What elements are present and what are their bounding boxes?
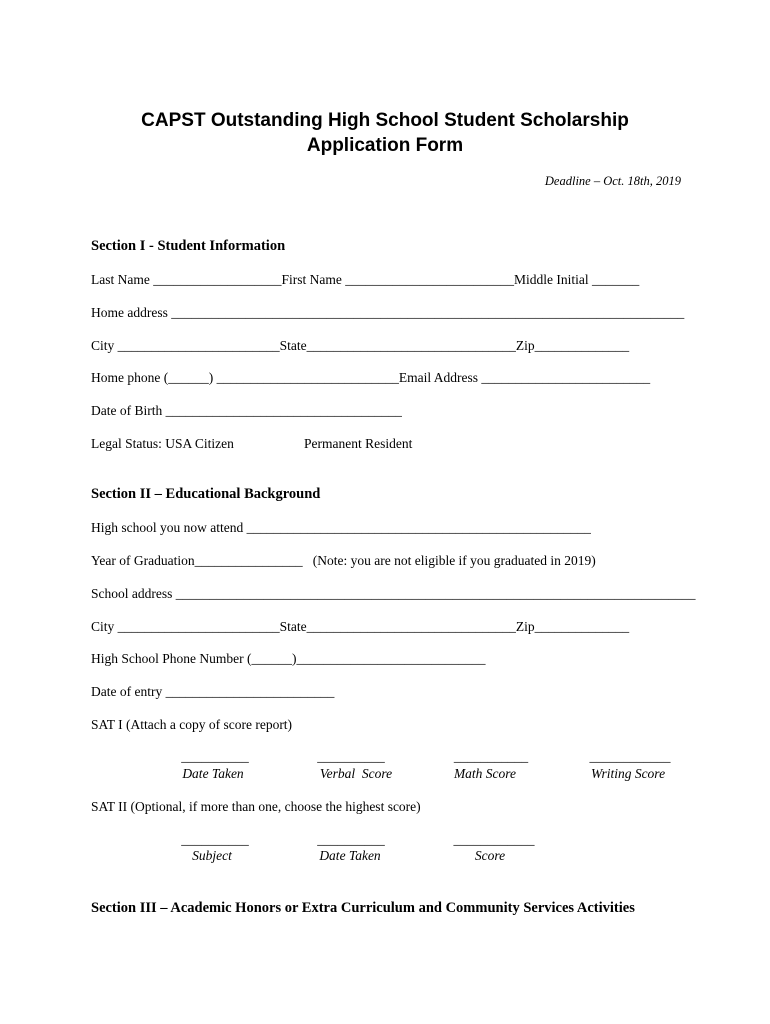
school-city-state-zip-field[interactable]: City ________________________State_______________________________Zip______________ [91,619,630,634]
sat2-label: SAT II (Optional, if more than one, choose the highest score) [91,799,421,814]
home-address-field[interactable]: Home address ____________________________________________________________________________ [91,305,685,320]
sat1-math-score-label: Math Score [453,766,517,781]
legal-status-usa-citizen[interactable]: Legal Status: USA Citizen [91,436,234,451]
sat2-score-blank[interactable]: ____________ [453,832,535,847]
sat1-date-taken-label: Date Taken [182,766,244,781]
section-3-heading: Section III – Academic Honors or Extra Curriculum and Community Services Activities [91,900,635,916]
sat2-subject-blank[interactable]: __________ [181,832,249,847]
school-address-field[interactable]: School address _____________________________________________________________________________ [91,586,696,601]
graduation-year-field[interactable]: Year of Graduation________________ (Note: you are not eligible if you graduated in 2019) [91,553,596,568]
sat1-math-blank[interactable]: ___________ [453,749,529,764]
name-field-line[interactable]: Last Name ___________________First Name _________________________Middle Initial _______ [91,272,640,287]
form-title-line1: CAPST Outstanding High School Student Scholarship [141,110,629,131]
sat1-verbal-blank[interactable]: __________ [317,749,385,764]
sat2-date-blank[interactable]: __________ [317,832,385,847]
high-school-field[interactable]: High school you now attend ___________________________________________________ [91,520,591,535]
sat2-subject-label: Subject [192,848,232,863]
sat1-label: SAT I (Attach a copy of score report) [91,717,293,732]
sat1-writing-score-label: Writing Score [590,766,666,781]
sat1-writing-blank[interactable]: ____________ [589,749,671,764]
school-phone-field[interactable]: High School Phone Number (______)____________________________ [91,651,486,666]
date-of-entry-field[interactable]: Date of entry _________________________ [91,684,335,699]
legal-status-permanent-resident[interactable]: Permanent Resident [304,436,413,451]
sat2-score-label: Score [474,848,506,863]
sat1-date-blank[interactable]: __________ [181,749,249,764]
city-state-zip-field[interactable]: City ________________________State_______________________________Zip______________ [91,338,630,353]
phone-email-field[interactable]: Home phone (______) ___________________________Email Address _________________________ [91,370,651,385]
sat1-verbal-score-label: Verbal Score [319,766,393,781]
deadline: Deadline – Oct. 18th, 2019 [544,174,681,188]
form-title-line2: Application Form [306,135,464,156]
sat2-date-taken-label: Date Taken [319,848,381,863]
date-of-birth-field[interactable]: Date of Birth ___________________________________ [91,403,402,418]
section-2-heading: Section II – Educational Background [91,486,321,502]
section-1-heading: Section I - Student Information [91,238,286,254]
